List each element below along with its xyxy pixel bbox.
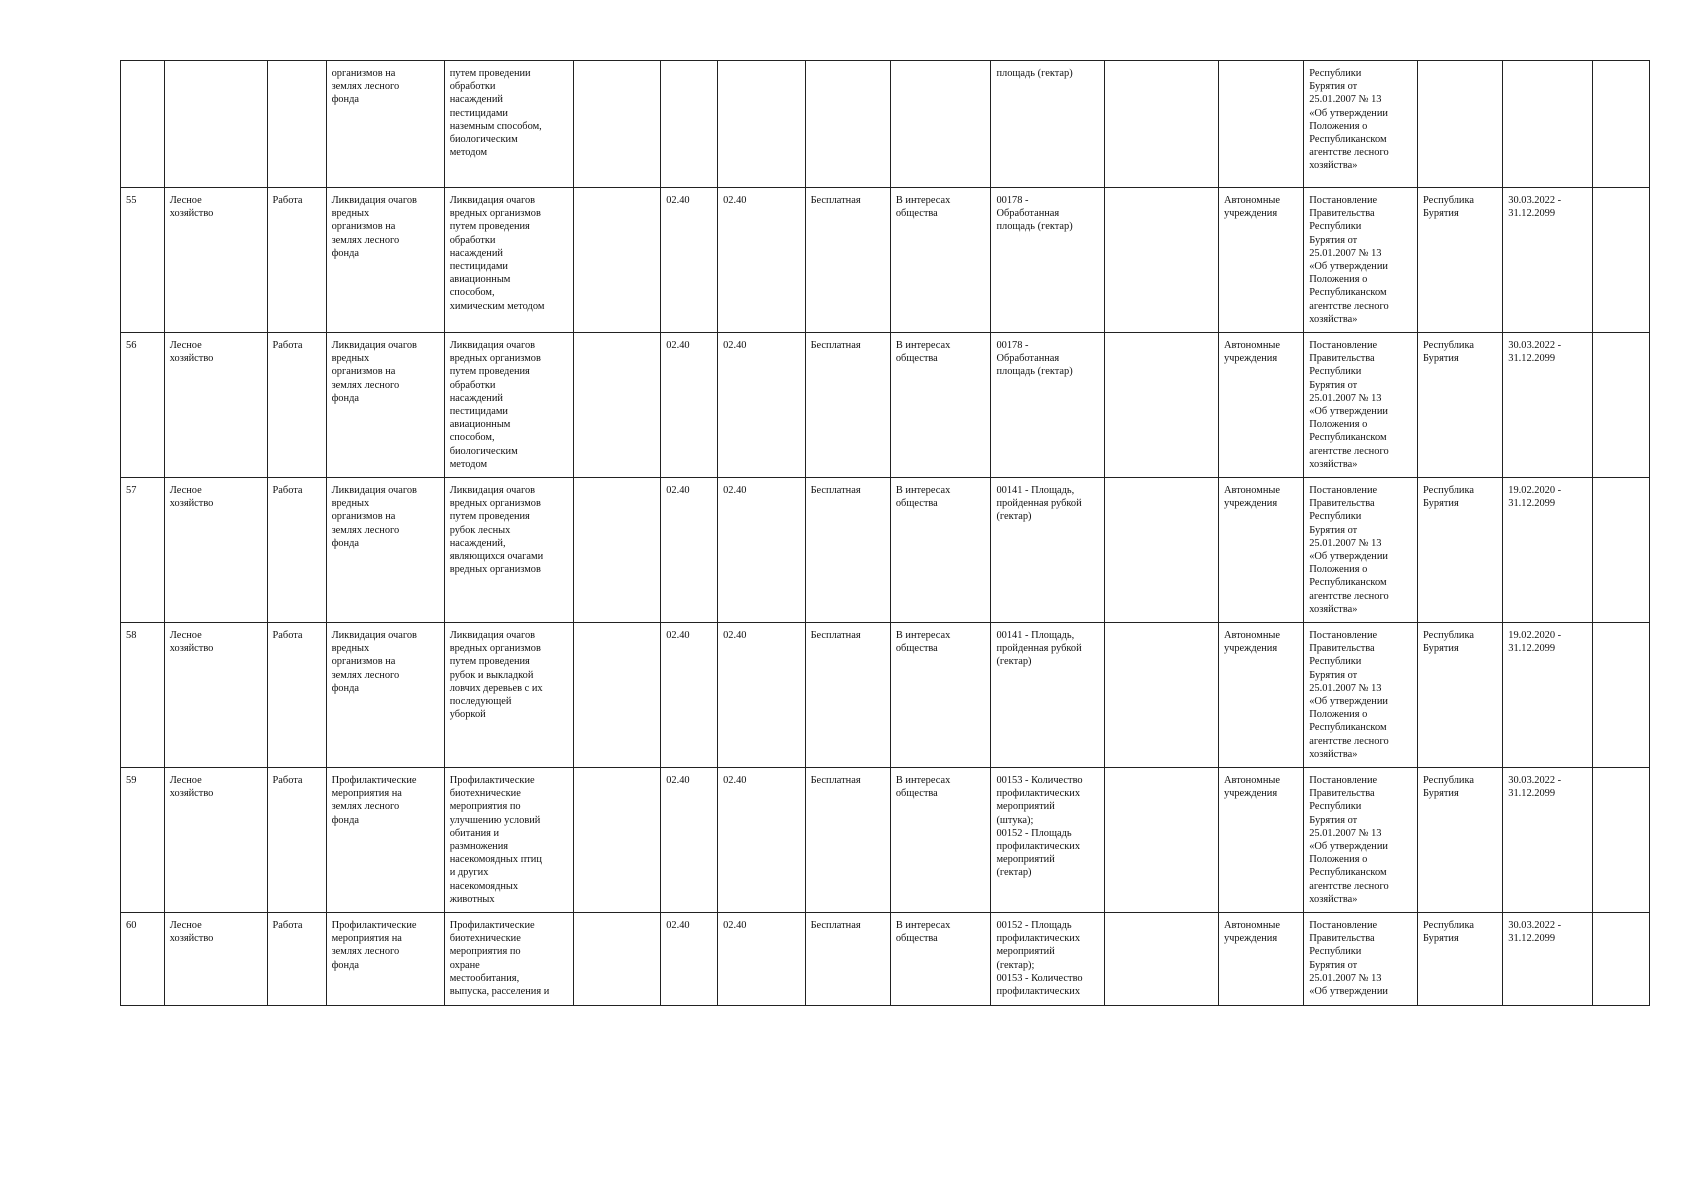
cell-number: 59 bbox=[121, 768, 165, 913]
cell-payment: Бесплатная bbox=[805, 623, 890, 768]
cell-basis: Постановление Правительства Республики Бурятия от 25.01.2007 № 13 «Об утверждении Положения о Республиканском агентстве лесного хозяйства» bbox=[1304, 188, 1418, 333]
cell-period: 19.02.2020 - 31.12.2099 bbox=[1503, 623, 1593, 768]
cell-type: Работа bbox=[267, 913, 326, 1006]
cell-number bbox=[121, 61, 165, 188]
cell-sector: Лесное хозяйство bbox=[164, 188, 267, 333]
cell-code2: 02.40 bbox=[718, 188, 805, 333]
cell-extra bbox=[1592, 623, 1649, 768]
cell-region: Республика Бурятия bbox=[1417, 623, 1502, 768]
services-register-table bbox=[120, 60, 1650, 1006]
cell-number: 56 bbox=[121, 333, 165, 478]
cell-code2: 02.40 bbox=[718, 333, 805, 478]
cell-period: 19.02.2020 - 31.12.2099 bbox=[1503, 478, 1593, 623]
cell-extra bbox=[1592, 61, 1649, 188]
cell-interest: В интересах общества bbox=[890, 623, 991, 768]
cell-region: Республика Бурятия bbox=[1417, 333, 1502, 478]
cell-extra bbox=[1592, 768, 1649, 913]
cell-blank2 bbox=[1105, 623, 1219, 768]
cell-region: Республика Бурятия bbox=[1417, 913, 1502, 1006]
cell-payment: Бесплатная bbox=[805, 333, 890, 478]
cell-blank2 bbox=[1105, 478, 1219, 623]
cell-number: 60 bbox=[121, 913, 165, 1006]
cell-number: 57 bbox=[121, 478, 165, 623]
cell-name: Ликвидация очагов вредных организмов на землях лесного фонда bbox=[326, 478, 444, 623]
cell-extra bbox=[1592, 913, 1649, 1006]
cell-type: Работа bbox=[267, 333, 326, 478]
cell-interest: В интересах общества bbox=[890, 768, 991, 913]
table-row bbox=[121, 188, 1650, 333]
cell-region: Республика Бурятия bbox=[1417, 188, 1502, 333]
cell-region: Республика Бурятия bbox=[1417, 478, 1502, 623]
table-row bbox=[121, 478, 1650, 623]
cell-code1: 02.40 bbox=[661, 623, 718, 768]
cell-interest bbox=[890, 61, 991, 188]
cell-basis: Постановление Правительства Республики Бурятия от 25.01.2007 № 13 «Об утверждении Положения о Республиканском агентстве лесного хозяйства» bbox=[1304, 333, 1418, 478]
cell-indicator: 00141 - Площадь, пройденная рубкой (гектар) bbox=[991, 623, 1105, 768]
cell-institutions: Автономные учреждения bbox=[1218, 913, 1303, 1006]
cell-code1: 02.40 bbox=[661, 913, 718, 1006]
cell-sector: Лесное хозяйство bbox=[164, 913, 267, 1006]
cell-period: 30.03.2022 - 31.12.2099 bbox=[1503, 333, 1593, 478]
cell-code2 bbox=[718, 61, 805, 188]
cell-content: Профилактические биотехнические мероприятия по улучшению условий обитания и размножения насекомоядных птиц и других насекомоядных животных bbox=[444, 768, 573, 913]
cell-indicator: 00178 - Обработанная площадь (гектар) bbox=[991, 333, 1105, 478]
table-row bbox=[121, 333, 1650, 478]
cell-basis: Постановление Правительства Республики Бурятия от 25.01.2007 № 13 «Об утверждении Положения о Республиканском агентстве лесного хозяйства» bbox=[1304, 623, 1418, 768]
cell-sector: Лесное хозяйство bbox=[164, 478, 267, 623]
table-row-continuation bbox=[121, 61, 1650, 188]
cell-payment: Бесплатная bbox=[805, 188, 890, 333]
cell-name: Профилактические мероприятия на землях лесного фонда bbox=[326, 913, 444, 1006]
cell-code2: 02.40 bbox=[718, 913, 805, 1006]
cell-content: Профилактические биотехнические мероприятия по охране местообитания, выпуска, расселения и bbox=[444, 913, 573, 1006]
cell-code1: 02.40 bbox=[661, 478, 718, 623]
cell-blank2 bbox=[1105, 768, 1219, 913]
cell-content: Ликвидация очагов вредных организмов путем проведения рубок и выкладкой ловчих деревьев с их последующей уборкой bbox=[444, 623, 573, 768]
cell-payment bbox=[805, 61, 890, 188]
cell-blank bbox=[573, 913, 660, 1006]
cell-name: Ликвидация очагов вредных организмов на землях лесного фонда bbox=[326, 623, 444, 768]
cell-name: Профилактические мероприятия на землях лесного фонда bbox=[326, 768, 444, 913]
cell-blank bbox=[573, 478, 660, 623]
cell-name: Ликвидация очагов вредных организмов на землях лесного фонда bbox=[326, 188, 444, 333]
cell-blank bbox=[573, 768, 660, 913]
cell-blank2 bbox=[1105, 188, 1219, 333]
cell-blank2 bbox=[1105, 61, 1219, 188]
table-row bbox=[121, 913, 1650, 1006]
cell-code2: 02.40 bbox=[718, 623, 805, 768]
cell-name: Ликвидация очагов вредных организмов на землях лесного фонда bbox=[326, 333, 444, 478]
cell-sector: Лесное хозяйство bbox=[164, 333, 267, 478]
cell-basis: Республики Бурятия от 25.01.2007 № 13 «Об утверждении Положения о Республиканском агентстве лесного хозяйства» bbox=[1304, 61, 1418, 188]
cell-period: 30.03.2022 - 31.12.2099 bbox=[1503, 188, 1593, 333]
cell-basis: Постановление Правительства Республики Бурятия от 25.01.2007 № 13 «Об утверждении bbox=[1304, 913, 1418, 1006]
cell-blank bbox=[573, 333, 660, 478]
table-row bbox=[121, 623, 1650, 768]
cell-interest: В интересах общества bbox=[890, 913, 991, 1006]
cell-extra bbox=[1592, 188, 1649, 333]
cell-payment: Бесплатная bbox=[805, 913, 890, 1006]
cell-indicator: 00153 - Количество профилактических мероприятий (штука); 00152 - Площадь профилактических мероприятий (гектар) bbox=[991, 768, 1105, 913]
cell-basis: Постановление Правительства Республики Бурятия от 25.01.2007 № 13 «Об утверждении Положения о Республиканском агентстве лесного хозяйства» bbox=[1304, 768, 1418, 913]
cell-code2: 02.40 bbox=[718, 768, 805, 913]
cell-code1 bbox=[661, 61, 718, 188]
cell-type: Работа bbox=[267, 768, 326, 913]
cell-indicator: площадь (гектар) bbox=[991, 61, 1105, 188]
cell-type bbox=[267, 61, 326, 188]
table-body bbox=[121, 61, 1650, 1006]
cell-sector bbox=[164, 61, 267, 188]
cell-blank2 bbox=[1105, 913, 1219, 1006]
cell-region: Республика Бурятия bbox=[1417, 768, 1502, 913]
cell-institutions: Автономные учреждения bbox=[1218, 333, 1303, 478]
cell-blank bbox=[573, 623, 660, 768]
cell-sector: Лесное хозяйство bbox=[164, 623, 267, 768]
table-row bbox=[121, 768, 1650, 913]
cell-institutions: Автономные учреждения bbox=[1218, 188, 1303, 333]
cell-blank bbox=[573, 188, 660, 333]
cell-content: путем проведении обработки насаждений пестицидами наземным способом, биологическим методом bbox=[444, 61, 573, 188]
cell-interest: В интересах общества bbox=[890, 478, 991, 623]
cell-type: Работа bbox=[267, 478, 326, 623]
cell-indicator: 00152 - Площадь профилактических мероприятий (гектар); 00153 - Количество профилактических bbox=[991, 913, 1105, 1006]
cell-code2: 02.40 bbox=[718, 478, 805, 623]
cell-period bbox=[1503, 61, 1593, 188]
cell-period: 30.03.2022 - 31.12.2099 bbox=[1503, 913, 1593, 1006]
cell-interest: В интересах общества bbox=[890, 188, 991, 333]
cell-type: Работа bbox=[267, 188, 326, 333]
cell-institutions bbox=[1218, 61, 1303, 188]
cell-code1: 02.40 bbox=[661, 333, 718, 478]
cell-name: организмов на землях лесного фонда bbox=[326, 61, 444, 188]
cell-blank2 bbox=[1105, 333, 1219, 478]
cell-institutions: Автономные учреждения bbox=[1218, 623, 1303, 768]
cell-institutions: Автономные учреждения bbox=[1218, 478, 1303, 623]
cell-payment: Бесплатная bbox=[805, 478, 890, 623]
cell-extra bbox=[1592, 333, 1649, 478]
cell-type: Работа bbox=[267, 623, 326, 768]
cell-blank bbox=[573, 61, 660, 188]
cell-indicator: 00178 - Обработанная площадь (гектар) bbox=[991, 188, 1105, 333]
document-page bbox=[120, 60, 1650, 1006]
cell-institutions: Автономные учреждения bbox=[1218, 768, 1303, 913]
cell-content: Ликвидация очагов вредных организмов путем проведения рубок лесных насаждений, являющихся очагами вредных организмов bbox=[444, 478, 573, 623]
cell-content: Ликвидация очагов вредных организмов путем проведения обработки насаждений пестицидами авиационным способом, химическим методом bbox=[444, 188, 573, 333]
cell-period: 30.03.2022 - 31.12.2099 bbox=[1503, 768, 1593, 913]
cell-indicator: 00141 - Площадь, пройденная рубкой (гектар) bbox=[991, 478, 1105, 623]
cell-sector: Лесное хозяйство bbox=[164, 768, 267, 913]
cell-interest: В интересах общества bbox=[890, 333, 991, 478]
cell-number: 55 bbox=[121, 188, 165, 333]
cell-extra bbox=[1592, 478, 1649, 623]
cell-code1: 02.40 bbox=[661, 768, 718, 913]
cell-content: Ликвидация очагов вредных организмов путем проведения обработки насаждений пестицидами авиационным способом, биологическим методом bbox=[444, 333, 573, 478]
cell-payment: Бесплатная bbox=[805, 768, 890, 913]
cell-number: 58 bbox=[121, 623, 165, 768]
cell-region bbox=[1417, 61, 1502, 188]
cell-code1: 02.40 bbox=[661, 188, 718, 333]
cell-basis: Постановление Правительства Республики Бурятия от 25.01.2007 № 13 «Об утверждении Положения о Республиканском агентстве лесного хозяйства» bbox=[1304, 478, 1418, 623]
